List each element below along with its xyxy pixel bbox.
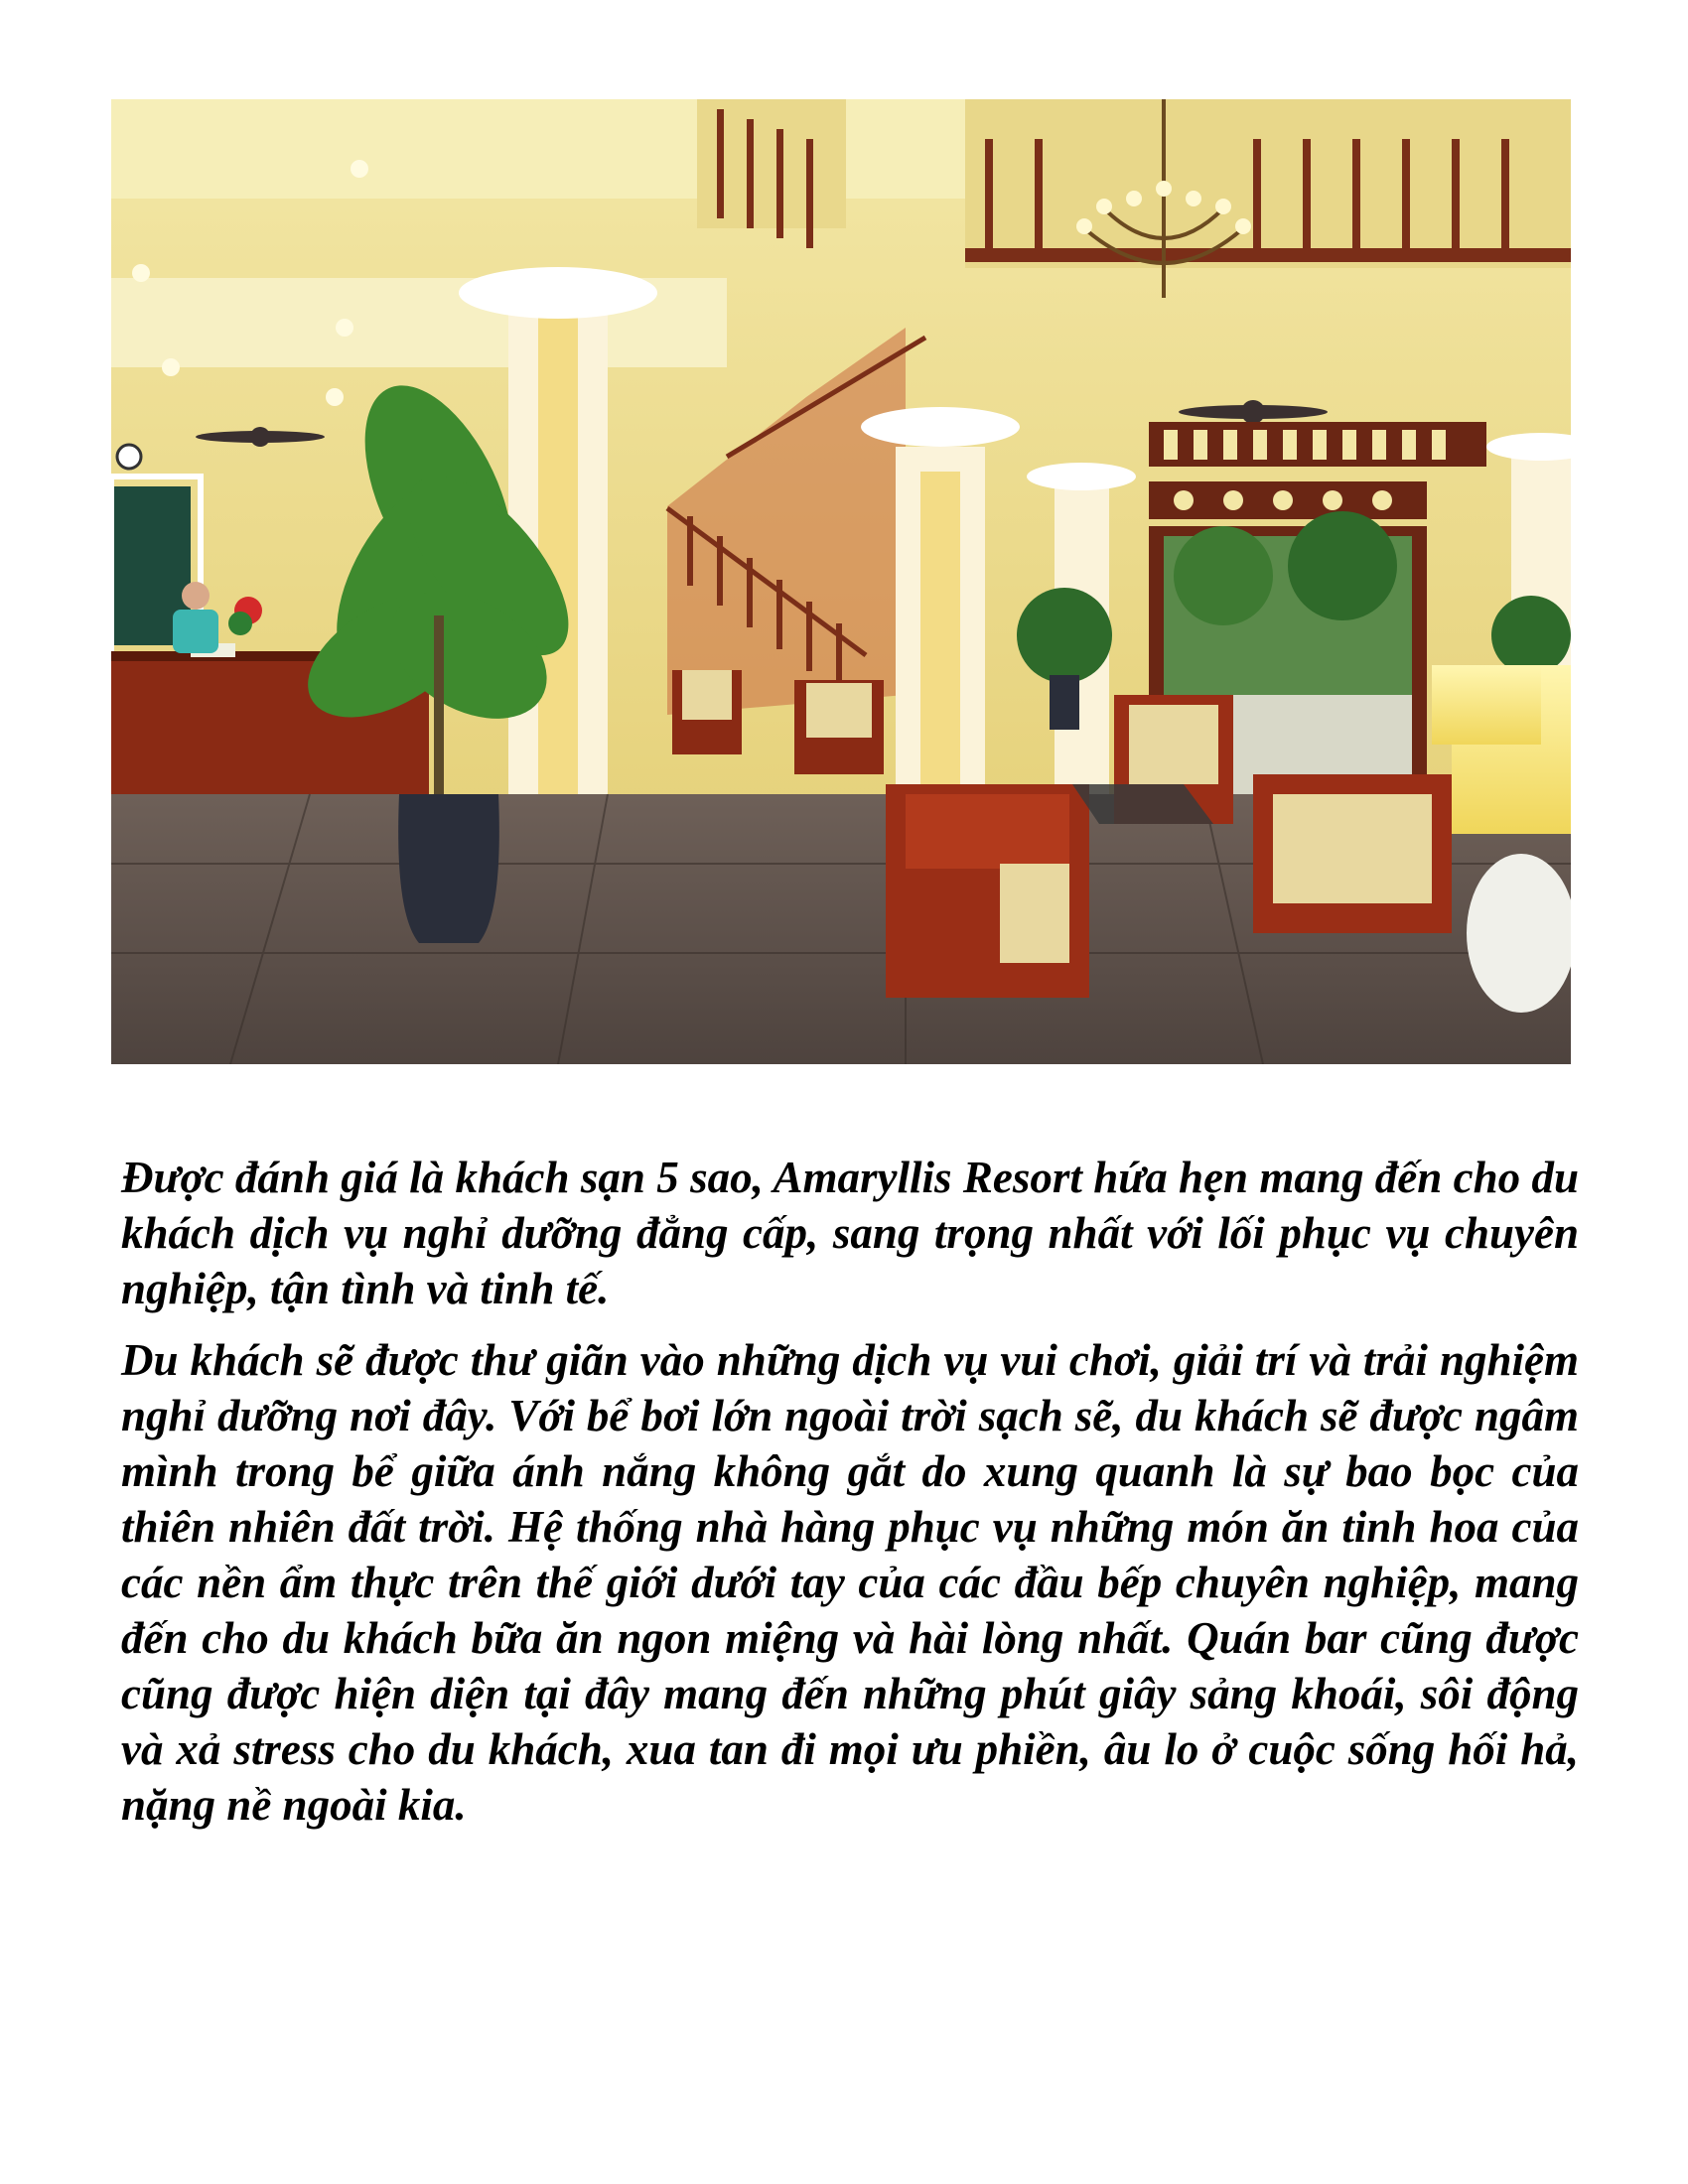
- resort-lobby-photo: [111, 99, 1571, 1064]
- paragraph-2: Du khách sẽ được thư giãn vào những dịch vụ vui chơi, giải trí và trải nghiệm nghỉ dưỡng nơi đây. Với bể bơi lớn ngoài trời sạch sẽ, du khách sẽ được ngâm mình trong bể giữa ánh nắng không gắt do xung quanh là sự bao bọc của thiên nhiên đất trời. Hệ thống nhà hàng phục vụ những món ăn tinh hoa của các nền ẩm thực trên thế giới dưới tay của các đầu bếp chuyên nghiệp, mang đến cho du khách bữa ăn ngon miệng và hài lòng nhất. Quán bar cũng được cũng được hiện diện tại đây mang đến những phút giây sảng khoái, sôi động và xả stress cho du khách, xua tan đi mọi ưu phiền, âu lo ở cuộc sống hối hả, nặng nề ngoài kia.: [121, 1335, 1579, 1830]
- lobby-illustration: [111, 99, 1571, 1064]
- paragraph-1: Được đánh giá là khách sạn 5 sao, Amaryllis Resort hứa hẹn mang đến cho du khách dịch vụ nghỉ dưỡng đẳng cấp, sang trọng nhất với lối phục vụ chuyên nghiệp, tận tình và tinh tế.: [121, 1153, 1579, 1313]
- description-text: [121, 1150, 1579, 1848]
